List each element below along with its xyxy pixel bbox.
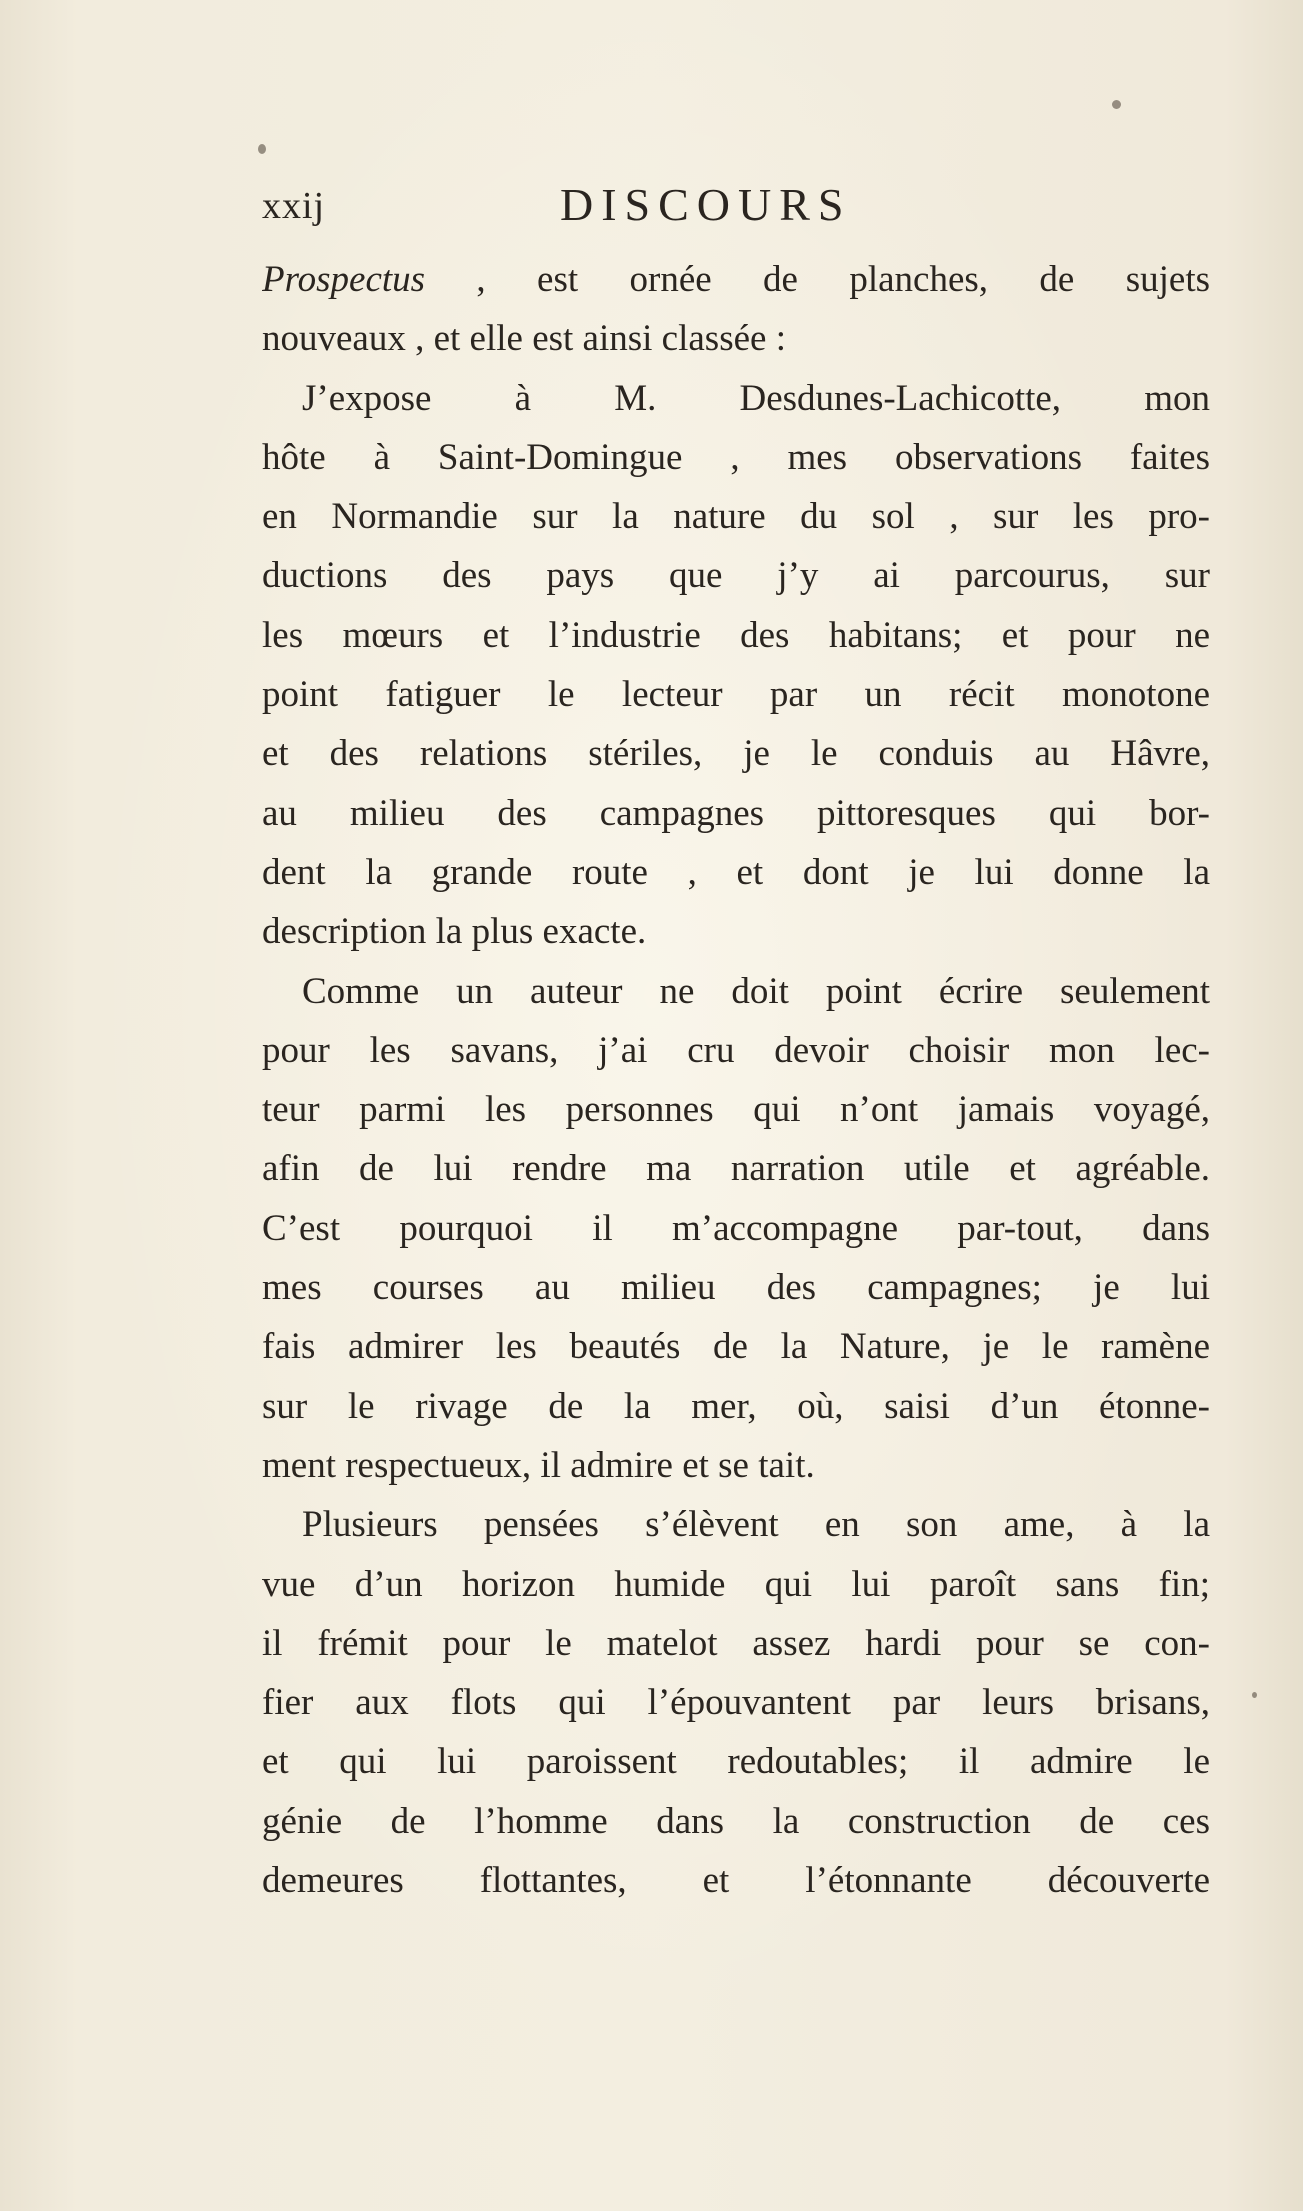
text-line: teur parmi les personnes qui n’ont jamais voyagé,	[262, 1089, 1210, 1131]
text-line: point fatiguer le lecteur par un récit monotone	[262, 674, 1210, 716]
text-line: Comme un auteur ne doit point écrire seulement	[302, 970, 1210, 1012]
text-line: et des relations stériles, je le conduis au Hâvre,	[262, 733, 1210, 775]
text-line: sur le rivage de la mer, où, saisi d’un étonne-	[262, 1385, 1210, 1427]
text-line: mes courses au milieu des campagnes; je lui	[262, 1267, 1210, 1309]
text-line: C’est pourquoi il m’accompagne par-tout, dans	[262, 1207, 1210, 1249]
text-line: ment respectueux, il admire et se tait.	[262, 1444, 815, 1486]
text-line: description la plus exacte.	[262, 911, 647, 953]
ink-speck	[1112, 100, 1121, 109]
page-header	[262, 178, 1212, 238]
ink-speck	[258, 144, 266, 154]
text-line: afin de lui rendre ma narration utile et agréable.	[262, 1148, 1210, 1190]
text-line: fais admirer les beautés de la Nature, je le ramène	[262, 1326, 1210, 1368]
text-line: les mœurs et l’industrie des habitans; et pour ne	[262, 614, 1210, 656]
page-number: xxij	[262, 185, 326, 227]
text-line: en Normandie sur la nature du sol , sur les pro-	[262, 496, 1210, 538]
text-line: nouveaux , et elle est ainsi classée :	[262, 318, 786, 360]
text-line: demeures flottantes, et l’étonnante découverte	[262, 1860, 1210, 1902]
text-line: hôte à Saint-Domingue , mes observations faites	[262, 436, 1210, 478]
italic-word: Prospectus	[262, 259, 426, 300]
body-text	[262, 250, 1210, 1910]
running-head: DISCOURS	[560, 179, 852, 230]
text-line: ductions des pays que j’y ai parcourus, sur	[262, 555, 1210, 597]
text-line: dent la grande route , et dont je lui donne la	[262, 851, 1210, 893]
text-line: génie de l’homme dans la construction de ces	[262, 1800, 1210, 1842]
ink-speck	[1252, 1692, 1257, 1698]
text-line: vue d’un horizon humide qui lui paroît sans fin;	[262, 1563, 1210, 1605]
text-line	[262, 250, 1210, 309]
text-line: J’expose à M. Desdunes-Lachicotte, mon	[302, 377, 1210, 419]
text-line: au milieu des campagnes pittoresques qui bor-	[262, 792, 1210, 834]
text-line: et qui lui paroissent redoutables; il admire le	[262, 1741, 1210, 1783]
text-line: Plusieurs pensées s’élèvent en son ame, à la	[302, 1504, 1210, 1546]
text-line: fier aux flots qui l’épouvantent par leurs brisans,	[262, 1682, 1210, 1724]
text-line: pour les savans, j’ai cru devoir choisir mon lec-	[262, 1029, 1210, 1071]
text-line: il frémit pour le matelot assez hardi pour se con-	[262, 1622, 1210, 1664]
line-text: , est ornée de planches, de sujets	[425, 259, 1210, 300]
